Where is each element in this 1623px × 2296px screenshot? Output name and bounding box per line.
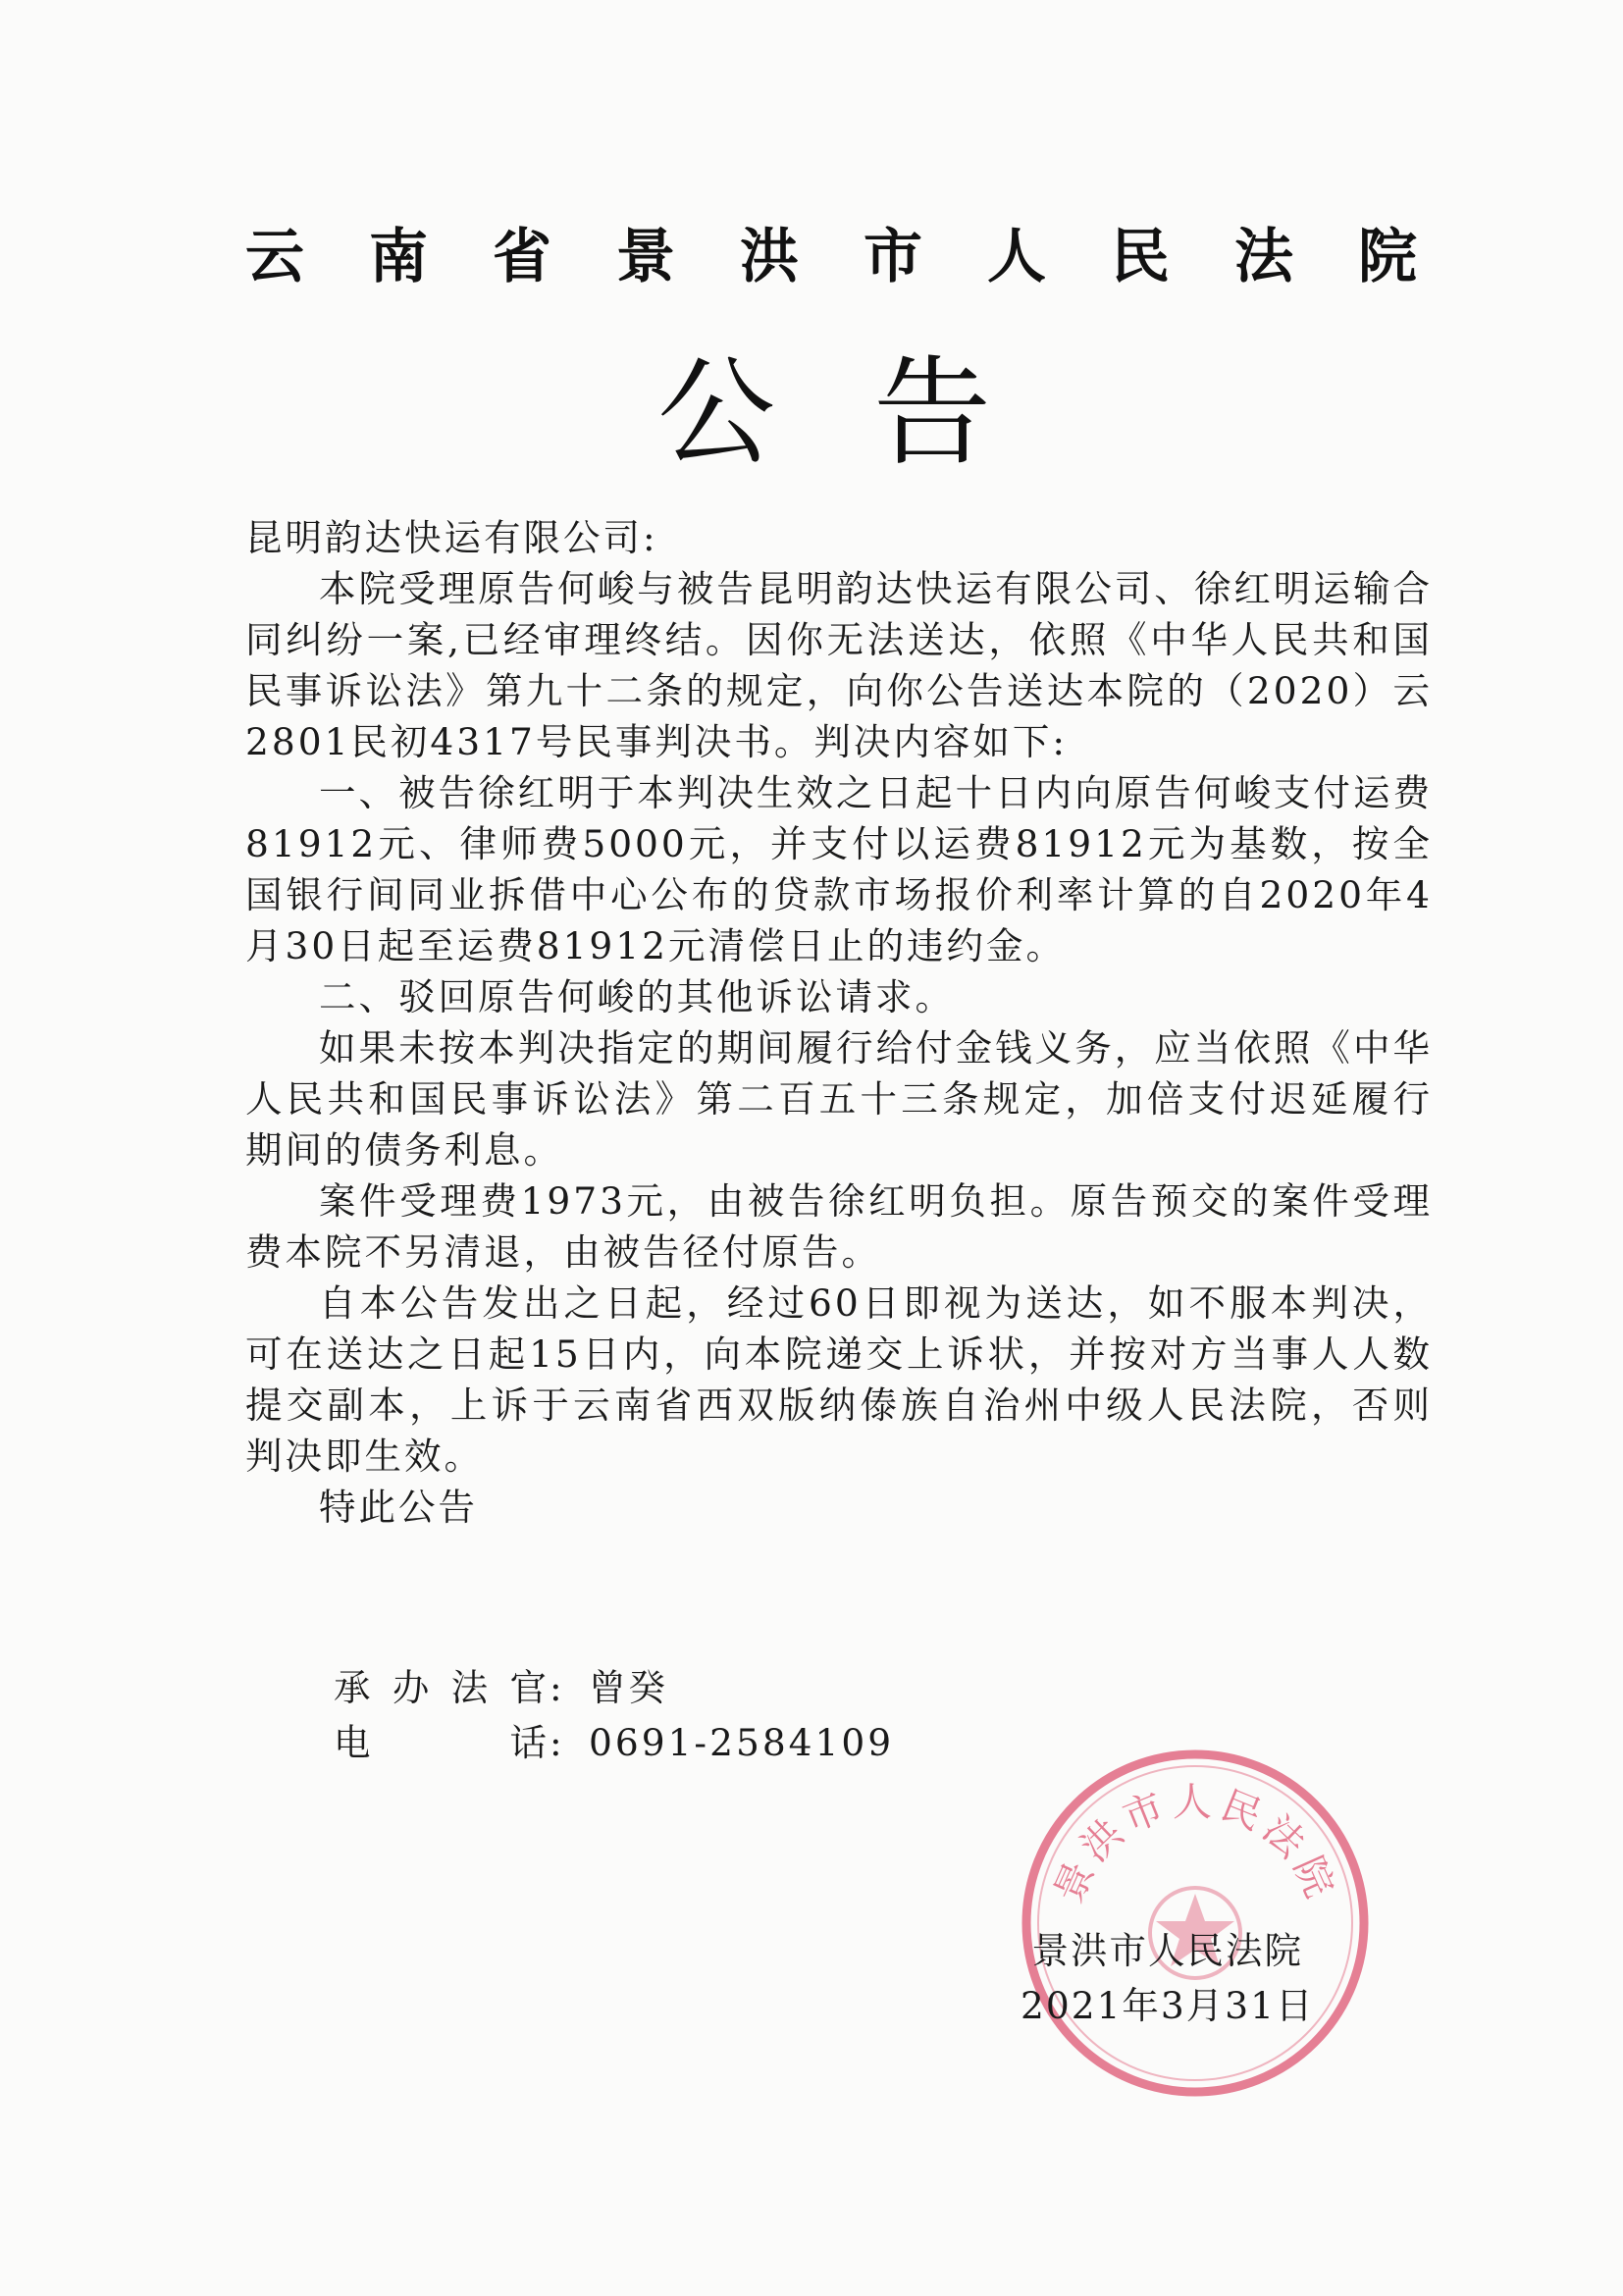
signature-block [1021, 1923, 1315, 2033]
body-paragraph-late-payment: 如果未按本判决指定的期间履行给付金钱义务，应当依照《中华人民共和国民事诉讼法》第二百五十三条规定，加倍支付迟延履行期间的债务利息。 [245, 1026, 1433, 1172]
body-paragraph-ruling-2: 二、驳回原告何峻的其他诉讼请求。 [319, 975, 955, 1018]
signing-date: 2021年3月31日 [1021, 1984, 1315, 2027]
body-paragraph-ruling-1: 一、被告徐红明于本判决生效之日起十日内向原告何峻支付运费81912元、律师费5000元，并支付以运费81912元为基数，按全国银行间同业拆借中心公布的贷款市场报价利率计算的自2020年4月30日起至运费81912元清偿日止的违约金。 [245, 771, 1433, 967]
body-paragraph-service: 自本公告发出之日起，经过60日即视为送达，如不服本判决，可在送达之日起15日内，向本院递交上诉状，并按对方当事人人数提交副本，上诉于云南省西双版纳傣族自治州中级人民法院，否则判决即生效。 [245, 1281, 1433, 1478]
body-paragraph-intro: 本院受理原告何峻与被告昆明韵达快运有限公司、徐红明运输合同纠纷一案,已经审理终结。因你无法送达，依照《中华人民共和国民事诉讼法》第九十二条的规定，向你公告送达本院的（2020）云2801民初4317号民事判决书。判决内容如下: [245, 567, 1433, 763]
judge-name: 曾癸 [589, 1666, 668, 1709]
body-paragraph-fees: 案件受理费1973元，由被告徐红明负担。原告预交的案件受理费本院不另清退，由被告径付原告。 [245, 1179, 1433, 1274]
addressee: 昆明韵达快运有限公司: [245, 516, 658, 559]
phone-number: 0691-2584109 [589, 1721, 895, 1764]
phone-row [334, 1715, 894, 1770]
judge-label: 承办法官 [334, 1666, 550, 1709]
svg-text:景洪市人民法院 [1046, 1780, 1344, 1909]
court-name-heading: 云南省景洪市人民法院 [245, 223, 1482, 291]
judge-separator: : [550, 1666, 565, 1709]
phone-label: 电话 [334, 1721, 550, 1764]
phone-separator: : [550, 1721, 565, 1764]
contact-block [334, 1660, 894, 1770]
judge-row [334, 1660, 894, 1715]
notice-title: 公告 [657, 345, 1089, 482]
seal-text: 景洪市人民法院 [1046, 1780, 1344, 1910]
notice-body [245, 512, 1433, 1533]
signing-court: 景洪市人民法院 [1031, 1929, 1303, 1972]
body-paragraph-closing: 特此公告 [319, 1486, 478, 1529]
